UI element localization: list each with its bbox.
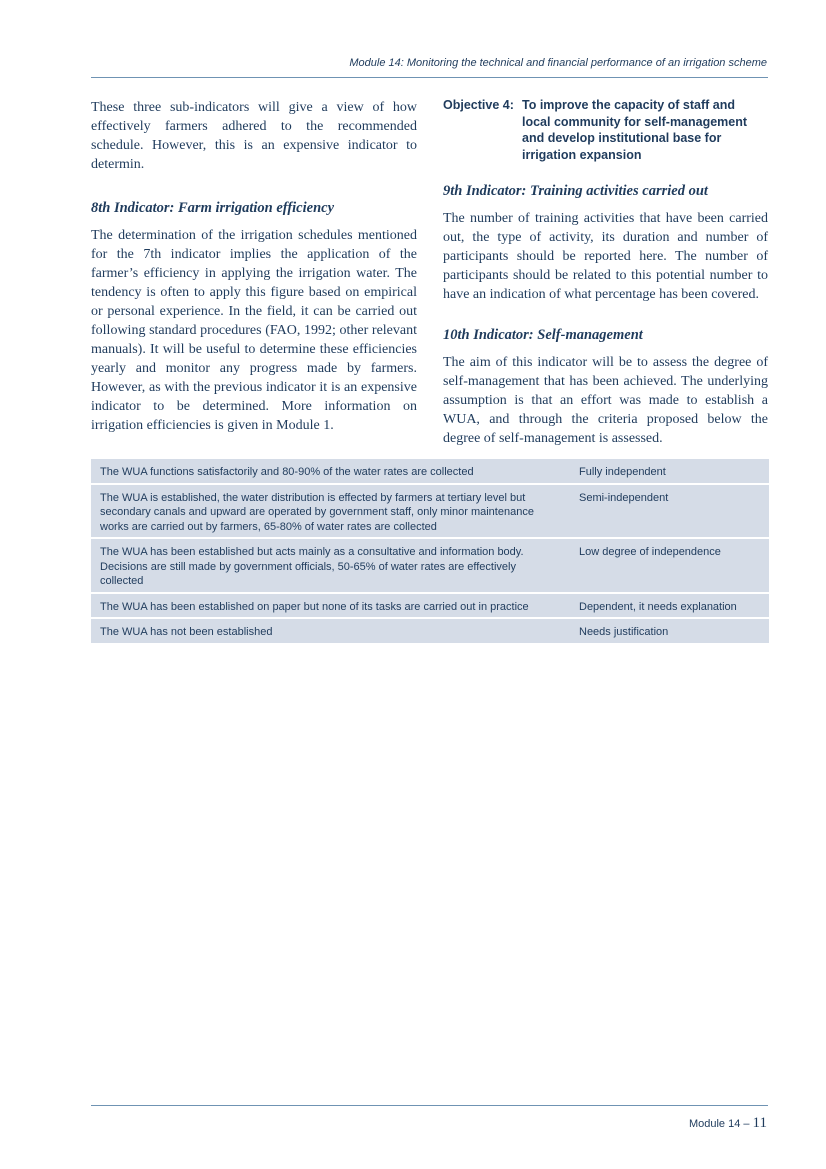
indicator-8-heading: 8th Indicator: Farm irrigation efficiency [91, 200, 335, 216]
table-cell-criterion: The WUA functions satisfactorily and 80-90% of the water rates are collected [100, 466, 474, 478]
table-row [91, 485, 769, 540]
running-header: Module 14: Monitoring the technical and financial performance of an irrigation scheme [349, 57, 767, 69]
objective-label: Objective 4: [443, 98, 514, 112]
self-management-table [91, 459, 769, 643]
footer-module-label: Module 14 – [688, 1118, 750, 1130]
footer-rule [91, 1105, 768, 1106]
table-cell-rating: Dependent, it needs explanation [579, 600, 737, 613]
page-number: 11 [752, 1115, 767, 1131]
table-cell-rating: Low degree of independence [579, 546, 721, 558]
table-row [91, 594, 769, 620]
left-column [91, 98, 417, 435]
objective-block [443, 97, 768, 163]
table-row [91, 619, 769, 643]
objective-text: To improve the capacity of staff and local community for self-management and develop institutional base for irrigation expansion [522, 98, 748, 162]
table-row [91, 459, 769, 485]
table-cell-rating: Semi-independent [579, 491, 669, 504]
indicator-9-heading: 9th Indicator: Training activities carried out [443, 183, 708, 199]
indicator-10-paragraph: The aim of this indicator will be to assess the degree of self-management that has been achieved. The underlying assumption is that an effort was made to establish a WUA, and through the criteria proposed below the degree of self-management is assessed. [443, 355, 768, 446]
table-cell-criterion: The WUA has been established on paper but none of its tasks are carried out in practice [100, 600, 529, 613]
table-cell-criterion: The WUA has been established but acts mainly as a consultative and information body. Decisions are still made by government officials, 50-65% of water rates are effectively collected [100, 546, 524, 587]
table-cell-rating: Fully independent [579, 466, 666, 478]
table-cell-rating: Needs justification [579, 626, 669, 638]
indicator-9-paragraph: The number of training activities that have been carried out, the type of activity, its duration and number of participants should be reported here. The number of participants should be related to this potential number to have an indication of what percentage has been covered. [443, 211, 768, 302]
intro-paragraph: These three sub-indicators will give a view of how effectively farmers adhered to the recommended schedule. However, this is an expensive indicator to determin. [91, 100, 417, 172]
indicator-10-heading: 10th Indicator: Self-management [443, 327, 643, 343]
header-rule [91, 77, 768, 78]
table-cell-criterion: The WUA is established, the water distribution is effected by farmers at tertiary level but secondary canals and upward are operated by government staff, only minor maintenance works are carried out by farmers, 65-80% of water rates are collected [100, 491, 534, 533]
right-column [443, 97, 768, 448]
page-footer [560, 1115, 767, 1132]
table-row [91, 539, 769, 594]
indicator-8-paragraph: The determination of the irrigation schedules mentioned for the 7th indicator implies the application of the farmer’s efficiency in applying the irrigation water. The tendency is often to apply this figure based on empirical or personal experience. In the field, it can be carried out following standard procedures (FAO, 1992; other relevant manuals). It will be useful to determine these efficiencies yearly and monitor any progress made by farmers. However, as with the previous indicator it is an expensive indicator to be determined. More information on irrigation efficiencies is given in Module 1. [91, 228, 417, 433]
table-cell-criterion: The WUA has not been established [100, 626, 273, 638]
